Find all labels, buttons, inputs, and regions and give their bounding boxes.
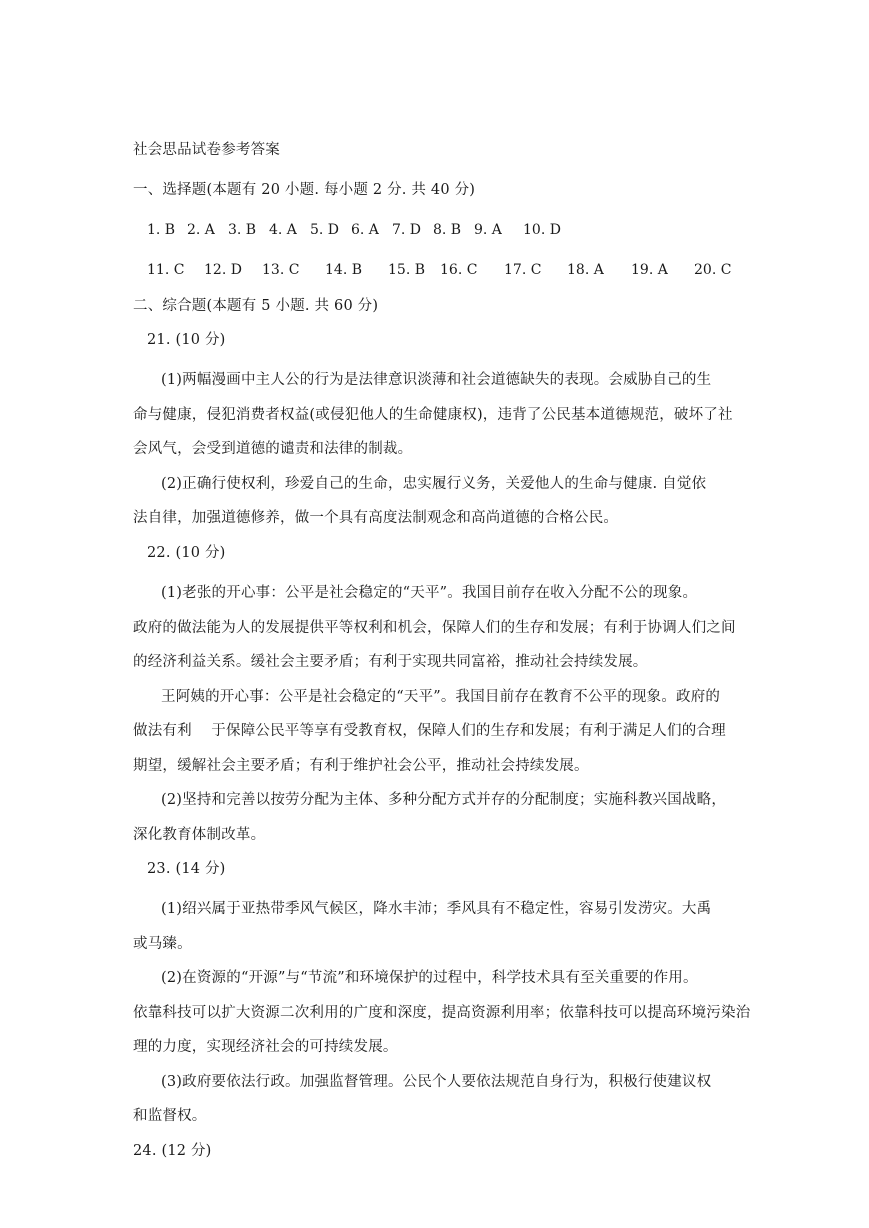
- question-21-label: 21. (10 分): [147, 332, 226, 348]
- mc-answer: 5. D: [310, 222, 340, 238]
- mc-answer: 6. A: [351, 222, 379, 238]
- mc-answer: 2. A: [187, 222, 215, 238]
- question-23-label: 23. (14 分): [147, 861, 226, 877]
- mc-answer: 9. A: [474, 222, 502, 238]
- q23-text-line: 和监督权。: [133, 1108, 207, 1124]
- mc-answer: 14. B: [325, 262, 363, 278]
- q21-text-line: (1)两幅漫画中主人公的行为是法律意识淡薄和社会道德缺失的表现。会威胁自己的生: [161, 372, 712, 388]
- section1-heading: 一、选择题(本题有 20 小题. 每小题 2 分. 共 40 分): [133, 182, 476, 198]
- section2-heading: 二、综合题(本题有 5 小题. 共 60 分): [133, 298, 379, 314]
- q23-text-line: 理的力度，实现经济社会的可持续发展。: [133, 1039, 398, 1055]
- mc-answer: 1. B: [147, 222, 176, 238]
- q22-text-line: 政府的做法能为人的发展提供平等权利和机会，保障人们的生存和发展；有利于协调人们之间: [133, 620, 736, 636]
- q21-text-line: 法自律，加强道德修养，做一个具有高度法制观念和高尚道德的合格公民。: [133, 510, 619, 526]
- q22-text-line: 做法有利 于保障公民平等享有受教育权，保障人们的生存和发展；有利于满足人们的合理: [133, 723, 726, 739]
- question-22-label: 22. (10 分): [147, 545, 226, 561]
- q21-text-line: (2)正确行使权利，珍爱自己的生命，忠实履行义务，关爱他人的生命与健康. 自觉依: [161, 476, 707, 492]
- mc-answer: 19. A: [631, 262, 668, 278]
- q21-text-line: 命与健康，侵犯消费者权益(或侵犯他人的生命健康权)，违背了公民基本道德规范，破坏了社: [133, 407, 733, 423]
- q23-text-line: (1)绍兴属于亚热带季风气候区，降水丰沛；季风具有不稳定性，容易引发涝灾。大禹: [161, 901, 712, 917]
- q23-text-line: 或马臻。: [133, 936, 192, 952]
- q21-text-line: 会风气，会受到道德的谴责和法律的制裁。: [133, 441, 413, 457]
- mc-answer: 15. B: [388, 262, 426, 278]
- q22-text-line: 深化教育体制改革。: [133, 827, 266, 843]
- mc-answer: 4. A: [269, 222, 297, 238]
- mc-answer: 10. D: [523, 222, 561, 238]
- q22-text-line: (2)坚持和完善以按劳分配为主体、多种分配方式并存的分配制度；实施科教兴国战略，: [161, 792, 727, 808]
- q22-text-line: 的经济利益关系。缓社会主要矛盾；有利于实现共同富裕，推动社会持续发展。: [133, 654, 648, 670]
- mc-answer: 13. C: [262, 262, 300, 278]
- q23-text-line: 依靠科技可以扩大资源二次利用的广度和深度，提高资源利用率；依靠科技可以提高环境污染治: [133, 1005, 751, 1021]
- mc-answer: 16. C: [440, 262, 478, 278]
- q23-text-line: (2)在资源的“开源”与“节流”和环境保护的过程中，科学技术具有至关重要的作用。: [161, 970, 698, 986]
- mc-answer: 11. C: [147, 262, 185, 278]
- q22-text-line: 期望，缓解社会主要矛盾；有利于维护社会公平，推动社会持续发展。: [133, 758, 589, 774]
- q23-text-line: (3)政府要依法行政。加强监督管理。公民个人要依法规范自身行为，积极行使建议权: [161, 1074, 712, 1090]
- mc-answer: 7. D: [392, 222, 422, 238]
- mc-answer: 18. A: [567, 262, 604, 278]
- mc-answer: 12. D: [204, 262, 242, 278]
- mc-answer: 3. B: [228, 222, 257, 238]
- mc-answer: 17. C: [504, 262, 542, 278]
- mc-answer: 8. B: [433, 222, 462, 238]
- question-24-label: 24. (12 分): [133, 1143, 212, 1159]
- q22-text-line: 王阿姨的开心事：公平是社会稳定的“天平”。我国目前存在教育不公平的现象。政府的: [161, 689, 721, 705]
- mc-answer: 20. C: [694, 262, 732, 278]
- document-title: 社会思品试卷参考答案: [133, 142, 280, 158]
- q22-text-line: (1)老张的开心事：公平是社会稳定的“天平”。我国目前存在收入分配不公的现象。: [161, 585, 698, 601]
